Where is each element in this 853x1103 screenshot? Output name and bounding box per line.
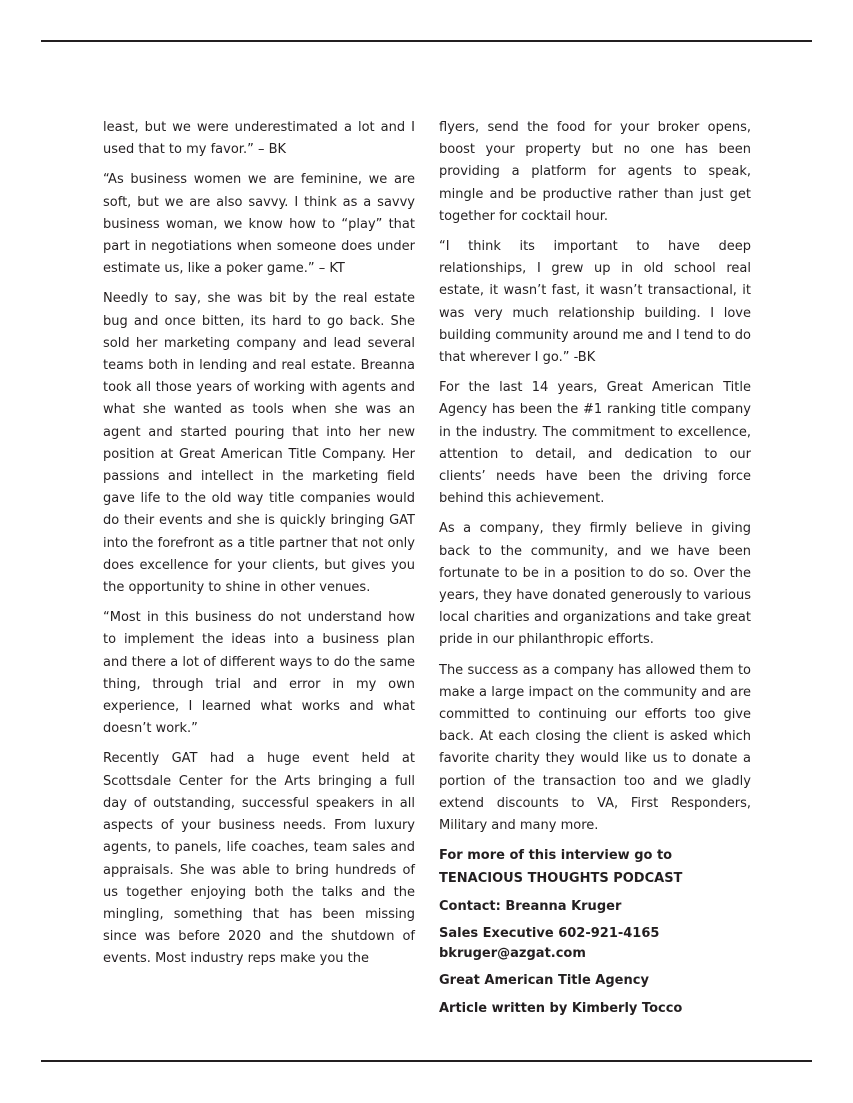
paragraph: “Most in this business do not understand how to implement the ideas into a business plan and there a lot of different ways to do the same thing, through trial and error in my own experience, I learned what works and what doesn’t work.”: [103, 610, 415, 737]
paragraph: flyers, send the food for your broker opens, boost your property but no one has been providing a platform for agents to speak, mingle and be productive rather than just get together for cocktail hour.: [439, 120, 751, 224]
top-rule: [41, 40, 812, 42]
contact-name: Contact: Breanna Kruger: [439, 898, 622, 914]
paragraph: least, but we were underestimated a lot and I used that to my favor.” – BK: [103, 120, 415, 158]
podcast-note: [439, 845, 751, 889]
paragraph: As a company, they firmly believe in giving back to the community, and we have been fortunate to be in a position to do so. Over the years, they have donated generously to various local charities and organizations and take great pride in our philanthropic efforts.: [439, 521, 751, 648]
paragraph: “I think its important to have deep relationships, I grew up in old school real estate, it wasn’t fast, it wasn’t transactional, it was very much relationship building. I love building community around me and I tend to do that wherever I go.” -BK: [439, 239, 751, 366]
contact-details: [439, 924, 751, 964]
contact-email: bkruger@azgat.com: [439, 945, 586, 961]
paragraph: Needly to say, she was bit by the real estate bug and once bitten, its hard to go back. She sold her marketing company and lead several teams both in lending and real estate. Breanna took all those years of working with agents and what she wanted as tools when she was an agent and started pouring that into her new position at Great American Title Company. Her passions and intellect in the marketing field gave life to the old way title companies would do their events and she is quickly bringing GAT into the forefront as a title partner that not only does excellence for your clients, but gives you the opportunity to shine in other venues.: [103, 291, 415, 596]
podcast-note-line1: For more of this interview go to: [439, 848, 673, 864]
paragraph: The success as a company has allowed them to make a large impact on the community and are committed to continuing our efforts too give back. At each closing the client is asked which favorite charity they would like us to donate a portion of the transaction too and we gladly extend discounts to VA, First Responders, Military and many more.: [439, 662, 751, 834]
bottom-rule: [41, 1060, 812, 1062]
paragraph: Recently GAT had a huge event held at Scottsdale Center for the Arts bringing a full day of outstanding, successful speakers in all aspects of your business needs. From luxury agents, to panels, life coaches, team sales and appraisals. She was able to bring hundreds of us together enjoying both the talks and the mingling, something that has been missing since was before 2020 and the shutdown of events. Most industry reps make you the: [103, 751, 415, 967]
left-column: [103, 117, 415, 979]
podcast-name: TENACIOUS THOUGHTS PODCAST: [439, 870, 683, 886]
paragraph: For the last 14 years, Great American Title Agency has been the #1 ranking title company in the industry. The commitment to excellence, attention to detail, and dedication to our clients’ needs have been the driving force behind this achievement.: [439, 380, 751, 507]
contact-phone: Sales Executive 602-921-4165: [439, 925, 660, 941]
article-author: Article written by Kimberly Tocco: [439, 1001, 683, 1017]
paragraph: “As business women we are feminine, we are soft, but we are also savvy. I think as a savvy business woman, we know how to “play” that part in negotiations when someone does under estimate us, like a poker game.” – KT: [103, 172, 415, 277]
right-column: [439, 117, 751, 1026]
company-name: Great American Title Agency: [439, 972, 649, 988]
